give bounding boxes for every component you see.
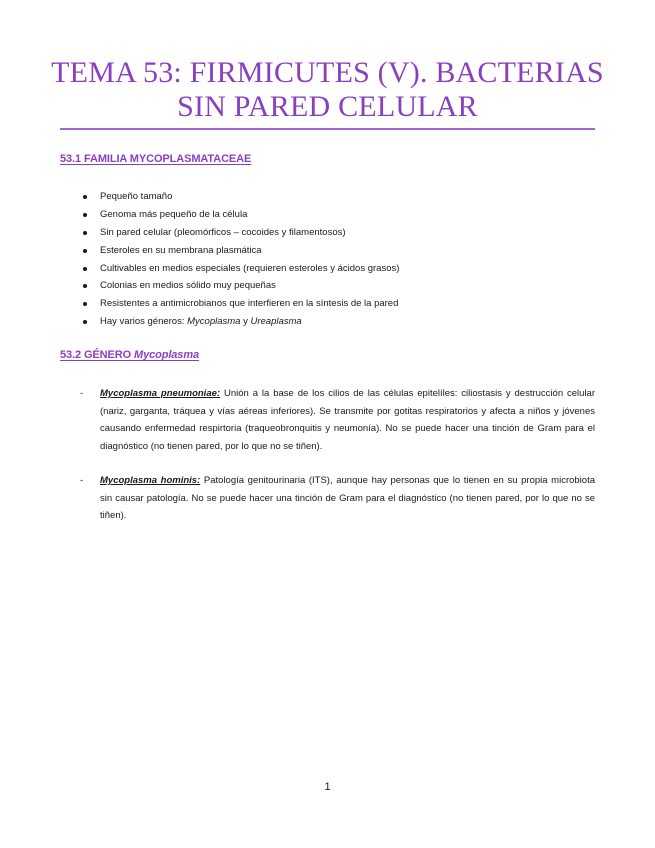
document-title bbox=[40, 56, 615, 124]
list-item: Sin pared celular (pleomórficos – cocoides y filamentosos) bbox=[60, 224, 399, 242]
characteristics-list bbox=[60, 188, 399, 331]
list-item: Genoma más pequeño de la célula bbox=[60, 206, 399, 224]
bullet-icon bbox=[83, 249, 87, 253]
species-description: Mycoplasma pneumoniae: Unión a la base de los cilios de las células epitelíles: ciliostasis y destrucción celular (nariz, garganta, tráquea y vías aéreas inferiores). Se transmite por gotitas respiratorios y afecta a niños y jóvenes causando enfermedad respirtoria (traqueobronquitis y neumonía). No se puede hacer una tinción de Gram para el diagnóstico (no tienen pared, por lo que no se tiñen). bbox=[100, 388, 596, 452]
species-name: Mycoplasma hominis: bbox=[100, 475, 201, 486]
bullet-icon bbox=[83, 213, 87, 217]
genus-ureaplasma: Ureaplasma bbox=[250, 316, 302, 328]
bullet-icon bbox=[83, 195, 87, 199]
title-divider bbox=[60, 128, 595, 130]
dash-marker: - bbox=[80, 475, 84, 486]
species-entry-pneumoniae bbox=[60, 385, 595, 455]
list-item-genera: Hay varios géneros: Mycoplasma y Ureaplasma bbox=[60, 313, 399, 331]
list-item: Cultivables en medios especiales (requieren esteroles y ácidos grasos) bbox=[60, 260, 399, 278]
species-name: Mycoplasma pneumoniae: bbox=[100, 388, 221, 399]
bullet-icon bbox=[83, 267, 87, 271]
bullet-icon bbox=[83, 320, 87, 324]
bullet-icon bbox=[83, 284, 87, 288]
list-item: Colonias en medios sólido muy pequeñas bbox=[60, 277, 399, 295]
page-number: 1 bbox=[324, 781, 331, 793]
list-item: Resistentes a antimicrobianos que interfieren en la síntesis de la pared bbox=[60, 295, 399, 313]
document-title-line-2: SIN PARED CELULAR bbox=[177, 90, 478, 123]
bullet-icon bbox=[83, 302, 87, 306]
bullet-icon bbox=[83, 231, 87, 235]
genus-mycoplasma: Mycoplasma bbox=[187, 316, 241, 328]
species-entry-hominis bbox=[60, 472, 595, 525]
section-heading-familia: 53.1 FAMILIA MYCOPLASMATACEAE bbox=[60, 153, 252, 165]
dash-marker: - bbox=[80, 388, 84, 399]
section-heading-genero: 53.2 GÉNERO Mycoplasma bbox=[60, 349, 200, 361]
species-description: Mycoplasma hominis: Patología genitourinaria (ITS), aunque hay personas que lo tienen en su propia microbiota sin causar patología. No se puede hacer una tinción de Gram para el diagnóstico (no tienen pared, por lo que no se tiñen). bbox=[100, 475, 596, 521]
list-item: Pequeño tamaño bbox=[60, 188, 399, 206]
document-title-line-1: TEMA 53: FIRMICUTES (V). BACTERIAS bbox=[51, 56, 604, 89]
list-item: Esteroles en su membrana plasmática bbox=[60, 242, 399, 260]
